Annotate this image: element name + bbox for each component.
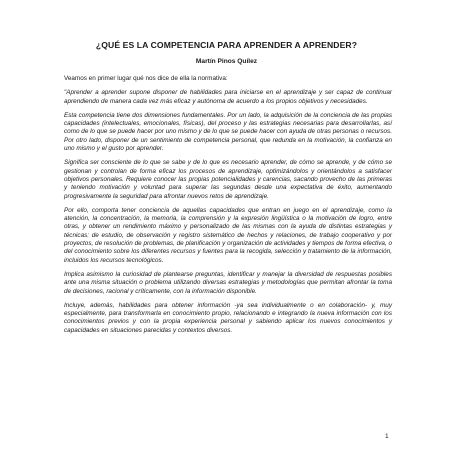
document-body xyxy=(64,75,392,341)
body-paragraph-6: Incluye, además, habilidades para obtener información -ya sea individualmente o en colaboración- y, muy especialmente, para transformarla en conocimiento propio, relacionando e integrando la nueva información con los conocimientos previos y con la propia experiencia personal y sabiendo aplicar los nuevos conocimientos y capacidades en situaciones parecidas y contextos diversos. xyxy=(64,301,392,334)
page-number: 1 xyxy=(385,433,389,440)
intro-paragraph: Veamos en primer lugar qué nos dice de ella la normativa: xyxy=(64,75,228,82)
body-paragraph-1: "Aprender a aprender supone disponer de habilidades para iniciarse en el aprendizaje y ser capaz de continuar aprendiendo de manera cada vez más eficaz y autónoma de acuerdo a los propios objetivos y necesidades. xyxy=(64,89,392,105)
body-paragraph-2: Esta competencia tiene dos dimensiones fundamentales. Por un lado, la adquisición de la conciencia de las propias capacidades (intelectuales, emocionales, físicas), del proceso y las estrategias necesarias para desarrollarlas, así como de lo que se puede hacer por uno mismo y de lo que se puede hacer con ayuda de otras personas o recursos. Por otro lado, disponer de un sentimiento de competencia personal, que redunda en la motivación, la confianza en uno mismo y el gusto por aprender. xyxy=(64,111,392,153)
body-paragraph-3: Significa ser consciente de lo que se sabe y de lo que es necesario aprender, de cómo se aprende, y de cómo se gestionan y controlan de forma eficaz los procesos de aprendizaje, optimizándolos y orientándolos a satisfacer objetivos personales. Requiere conocer las propias potencialidades y carencias, sacando provecho de las primeras y teniendo motivación y voluntad para superar las segundas desde una expectativa de éxito, aumentando progresivamente la seguridad para afrontar nuevos retos de aprendizaje. xyxy=(64,159,392,200)
body-paragraph-5: Implica asimismo la curiosidad de plantearse preguntas, identificar y manejar la diversidad de respuestas posibles ante una misma situación o problema utilizando diversas estrategias y metodologías que permitan afrontar la toma de decisiones, racional y críticamente, con la información disponible. xyxy=(64,270,392,295)
document-title: ¿QUÉ ES LA COMPETENCIA PARA APRENDER A APRENDER? xyxy=(95,40,358,50)
document-author: Martín Pinos Quílez xyxy=(195,58,258,65)
body-paragraph-4: Por ello, comporta tener conciencia de aquellas capacidades que entran en juego en el aprendizaje, como la atención, la concentración, la memoria, la comprensión y la expresión lingüística o la motivación de logro, entre otras, y obtener un rendimiento máximo y personalizado de las mismas con la ayuda de distintas estrategias y técnicas: de estudio, de observación y registro sistemático de hechos y relaciones, de trabajo cooperativo y por proyectos, de resolución de problemas, de planificación y organización de actividades y tiempos de forma efectiva, o del conocimiento sobre los diferentes recursos y fuentes para la recogida, selección y tratamiento de la información, incluidos los recursos tecnológicos. xyxy=(64,206,392,264)
